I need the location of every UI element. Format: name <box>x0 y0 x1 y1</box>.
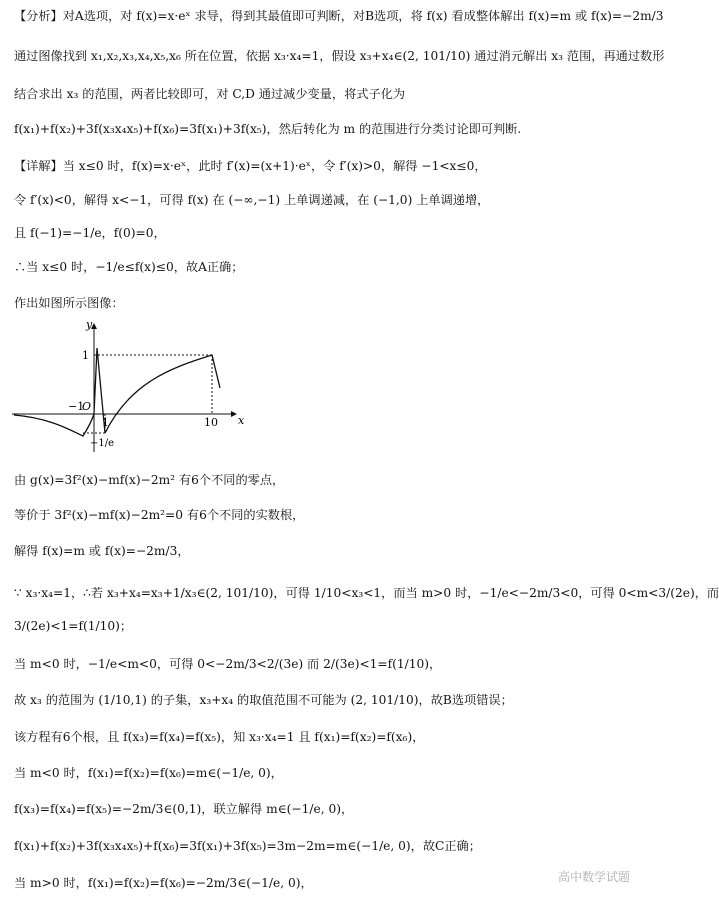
function-graph <box>10 318 250 456</box>
detail-line-9: ∵ x₃·x₄=1，∴若 x₃+x₄=x₃+1/x₃∈(2, 101/10)，可得 1/10<x₃<1，而当 m>0 时，−1/e<−2m/3<0，可得 0<m<3/(2e)，而 <box>14 586 719 600</box>
tick-10: 10 <box>204 416 218 429</box>
curve-right <box>105 355 220 433</box>
detail-line-15: f(x₃)=f(x₄)=f(x₅)=−2m/3∈(0,1)，联立解得 m∈(−1/e, 0)， <box>14 802 354 816</box>
detail-line-7: 等价于 3f²(x)−mf(x)−2m²=0 有6个不同的实数根， <box>14 508 305 522</box>
detail-line-2: 令 f′(x)<0，解得 x<−1，可得 f(x) 在 (−∞,−1) 上单调递减，在 (−1,0) 上单调递增， <box>14 193 490 207</box>
detail-line-14: 当 m<0 时，f(x₁)=f(x₂)=f(x₆)=m∈(−1/e, 0)， <box>14 766 283 780</box>
analysis-line-3: 结合求出 x₃ 的范围，两者比较即可，对 C,D 通过减少变量，将式子化为 <box>14 87 406 101</box>
detail-line-6: 由 g(x)=3f²(x)−mf(x)−2m² 有6个不同的零点， <box>14 473 285 487</box>
watermark: 高中数学试题 <box>557 870 630 884</box>
curve-left <box>14 414 94 436</box>
tick-neg-inv-e: −1/e <box>90 438 115 449</box>
detail-line-16: f(x₁)+f(x₂)+3f(x₃x₄x₅)+f(x₆)=3f(x₁)+3f(x₅)=3m−2m=m∈(−1/e, 0)，故C正确； <box>14 839 481 853</box>
detail-line-10: 3/(2e)<1=f(1/10)； <box>14 619 133 633</box>
detail-line-17: 当 m>0 时，f(x₁)=f(x₂)=f(x₆)=−2m/3∈(−1/e, 0)， <box>14 876 313 890</box>
detail-line-3: 且 f(−1)=−1/e，f(0)=0， <box>14 226 166 240</box>
analysis-line-2: 通过图像找到 x₁,x₂,x₃,x₄,x₅,x₆ 所在位置，依据 x₃·x₄=1，假设 x₃+x₄∈(2, 101/10) 通过消元解出 x₃ 范围，再通过数形 <box>14 49 665 63</box>
detail-line-12: 故 x₃ 的范围为 (1/10,1) 的子集，x₃+x₄ 的取值范围不可能为 (2, 101/10)，故B选项错误； <box>14 693 513 707</box>
origin-label: O <box>82 400 92 413</box>
detail-line-11: 当 m<0 时，−1/e<m<0，可得 0<−2m/3<2/(3e) 而 2/(3e)<1=f(1/10)， <box>14 657 442 671</box>
label-y: y <box>86 318 93 331</box>
detail-line-13: 该方程有6个根，且 f(x₃)=f(x₄)=f(x₅)，知 x₃·x₄=1 且 f(x₁)=f(x₂)=f(x₆)， <box>14 730 425 744</box>
analysis-line-1: 【分析】对A选项，对 f(x)=x·eˣ 求导，得到其最值即可判断，对B选项，将 f(x) 看成整体解出 f(x)=m 或 f(x)=−2m/3 <box>14 9 664 23</box>
detail-line-1: 【详解】当 x≤0 时，f(x)=x·eˣ，此时 f′(x)=(x+1)·eˣ，令 f′(x)>0，解得 −1<x≤0， <box>14 159 487 173</box>
detail-line-5: 作出如图所示图像： <box>14 296 124 310</box>
tick-neg-one: −1 <box>68 400 85 413</box>
detail-line-4: ∴当 x≤0 时，−1/e≤f(x)≤0，故A正确； <box>14 260 244 274</box>
tick-1-x: 1 <box>102 416 109 429</box>
detail-line-8: 解得 f(x)=m 或 f(x)=−2m/3， <box>14 544 190 558</box>
analysis-line-4: f(x₁)+f(x₂)+3f(x₃x₄x₅)+f(x₆)=3f(x₁)+3f(x₅)，然后转化为 m 的范围进行分类讨论即可判断. <box>14 122 522 136</box>
tick-1-y: 1 <box>82 349 89 362</box>
label-x: x <box>238 414 245 427</box>
